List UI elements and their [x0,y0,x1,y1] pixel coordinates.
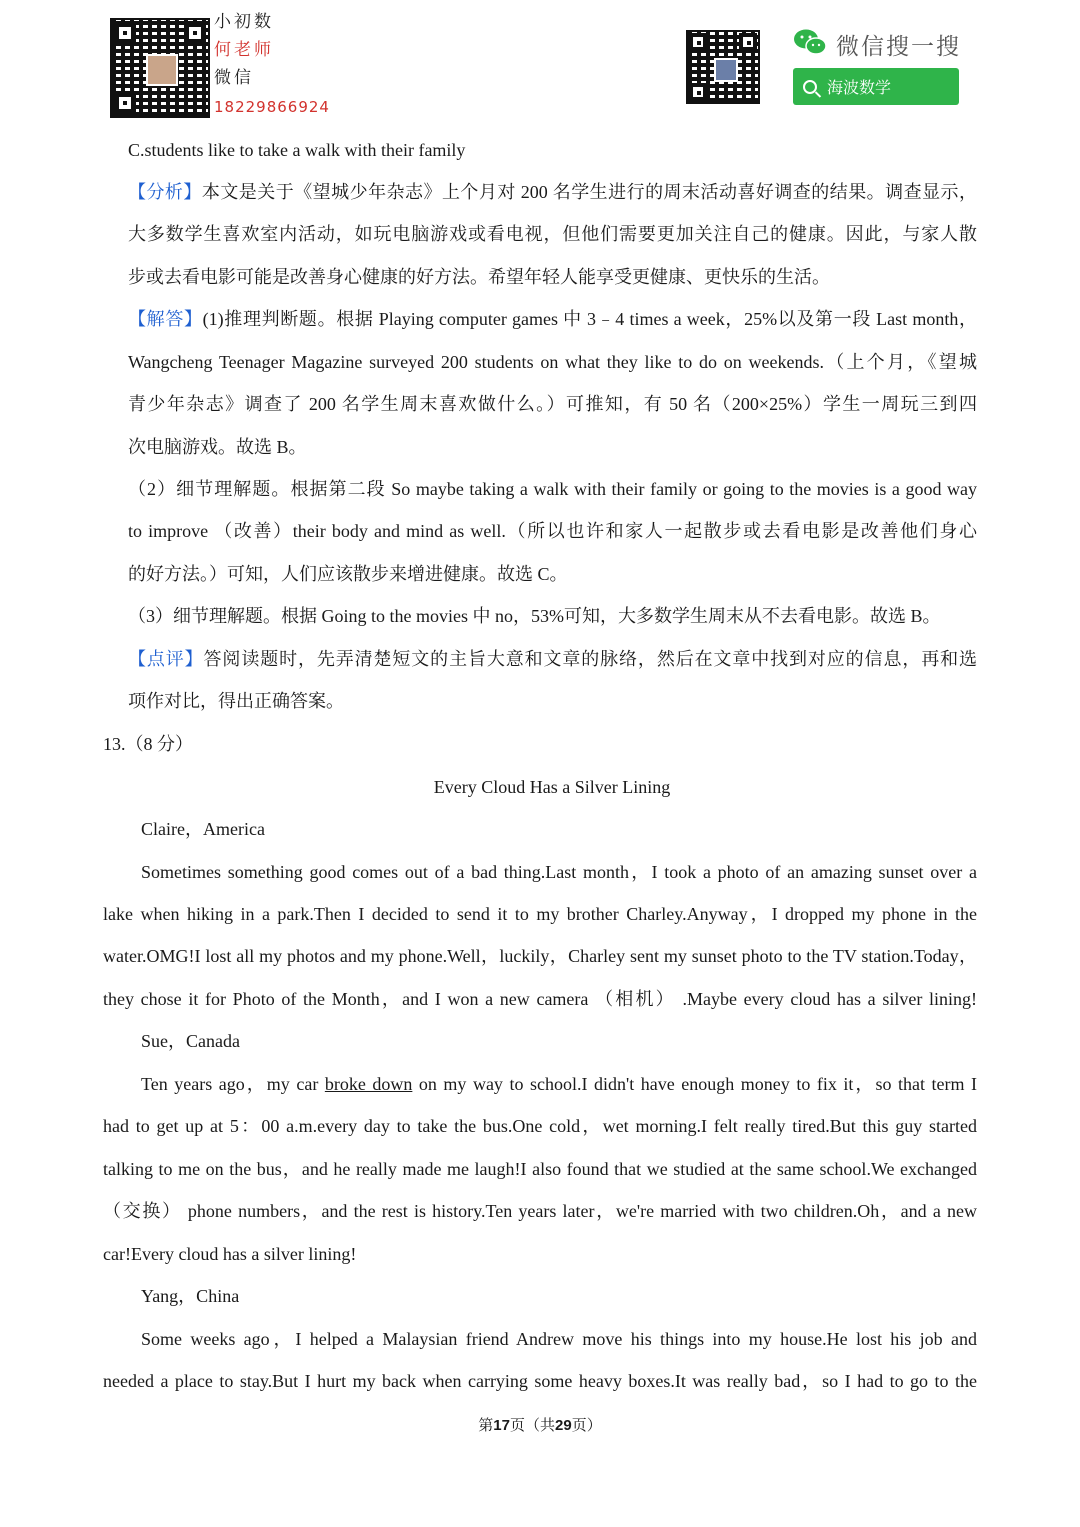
text-line: 次电脑游戏。故选 B。 [128,437,307,457]
text-line: they chose it for Photo of the Month，and I won a new camera （相机） .Maybe every cloud has a silver lining! [103,989,977,1009]
search-button-label: 海波数学 [827,78,892,97]
text-line: Some weeks ago，I helped a Malaysian friend Andrew move his things into my house.He lost his job and [141,1329,977,1349]
avatar [146,54,178,86]
wechat-search-label: 微信搜一搜 [836,34,961,60]
section-heading-yang: Yang，China [141,1286,240,1306]
text-line: 项作对比，得出正确答案。 [128,691,344,711]
text-line: lake when hiking in a park.Then I decided to send it to my brother Charley.Anyway，I dropped my phone in the [103,904,977,924]
text-line: 步或去看电影可能是改善身心健康的好方法。希望年轻人能享受更健康、更快乐的生活。 [128,267,830,287]
section-heading-claire: Claire，America [141,819,265,839]
text-line: talking to me on the bus，and he really made me laugh!I also found that we studied at the same school.We exchanged [103,1159,977,1179]
search-icon [803,80,817,94]
footer-text: 页（共 [509,1418,555,1434]
text-line: Sometimes something good comes out of a bad thing.Last month，I took a photo of an amazing sunset over a [141,862,977,882]
qr-code-teacher [110,18,210,118]
section-heading-sue: Sue，Canada [141,1031,240,1051]
text-line: had to get up at 5：00 a.m.every day to take the bus.One cold，wet morning.I felt really tired.But this guy started [103,1116,977,1136]
qr-code-account [686,30,760,104]
wechat-icon [792,28,828,56]
text-line: （交换） phone numbers，and the rest is history.Ten years later，we're married with two children.Oh，and a new [103,1201,977,1221]
text-span: Ten years ago，my car [141,1074,325,1094]
text-line: 的好方法。）可知，人们应该散步来增进健康。故选 C。 [128,564,568,584]
text-line: car!Every cloud has a silver lining! [103,1244,357,1264]
search-button[interactable] [793,68,959,105]
text-line: （3）细节理解题。根据 Going to the movies 中 no，53%可知，大多数学生周末从不去看电影。故选 B。 [128,606,941,626]
footer-text: 页） [571,1418,602,1434]
comment-line [128,647,977,671]
text-line: （2）细节理解题。根据第二段 So maybe taking a walk with their family or going to the movies is a good way [128,479,977,499]
passage-title: Every Cloud Has a Silver Lining [433,777,671,797]
text-line: 青少年杂志》调查了 200 名学生周末喜欢做什么。）可推知，有 50 名（200×25%）学生一周玩三到四 [128,394,977,414]
text-line: water.OMG!I lost all my photos and my phone.Well，luckily，Charley sent my sunset photo to the TV station.Today， [103,946,977,966]
text-line: to improve （改善）their body and mind as well.（所以也许和家人一起散步或去看电影是改善他们身心 [128,521,977,541]
page-header [0,0,1080,125]
underlined-phrase: broke down [324,1074,413,1094]
text-span: on my way to school.I didn't have enough money to fix it，so that term I [412,1074,978,1094]
answer-text: (1)推理判断题。根据 Playing computer games 中 3﹣4 times a week，25%以及第一段 Last month， [202,309,977,329]
answer-tag: 【解答】 [128,309,203,329]
answer-line [128,307,977,331]
text-line: needed a place to stay.But I hurt my back when carrying some heavy boxes.It was really bad，so I had to go to the [103,1371,977,1391]
account-logo [714,58,738,82]
page-number: 17 [493,1417,510,1434]
question-number: 13.（8 分） [103,734,193,754]
comment-tag: 【点评】 [128,649,204,669]
qr-label-3: 微信 [214,68,254,88]
text-line: 大多数学生喜欢室内活动，如玩电脑游戏或看电视，但他们需要更加关注自己的健康。因此，与家人散 [128,224,977,244]
comment-text: 答阅读题时，先弄清楚短文的主旨大意和文章的脉络，然后在文章中找到对应的信息，再和选 [203,649,977,669]
qr-label-phone: 18229866924 [214,98,330,116]
analysis-tag: 【分析】 [128,182,202,202]
page-footer [0,1414,1080,1435]
analysis-line [128,180,977,204]
text-line [141,1072,977,1096]
analysis-text: 本文是关于《望城少年杂志》上个月对 200 名学生进行的周末活动喜好调查的结果。调查显示， [201,182,978,202]
footer-text: 第 [478,1418,494,1434]
text-line: C.students like to take a walk with their family [128,140,466,160]
qr-label-1: 小初数 [214,12,274,32]
page-total: 29 [555,1417,572,1434]
text-line: Wangcheng Teenager Magazine surveyed 200 students on what they like to do on weekends.（上个月，《望城 [128,352,977,372]
qr-label-2: 何老师 [214,40,274,60]
